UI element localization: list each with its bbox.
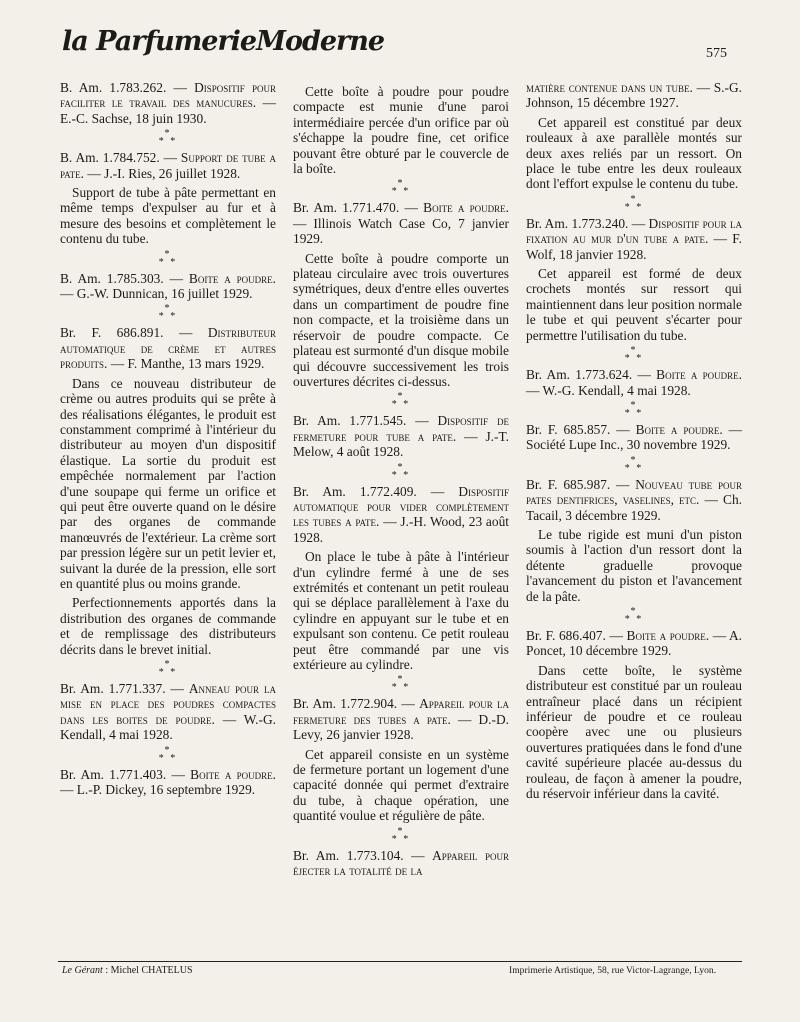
patent-entry	[60, 80, 276, 126]
patent-entry	[526, 367, 742, 398]
patent-number: Br. F. 686.407. —	[526, 627, 627, 643]
patent-description: On place le tube à pâte à l'intérieur d'un cylindre fermé à une de ses extrémités et contenant un petit rouleau qui se déplace parallèlement à l'axe du cylindre en appuyant sur le tube et en expulsant son contenu. Ce petit rouleau peut être commandé par une vis extérieure au cylindre.	[293, 549, 509, 672]
asterism-separator	[60, 248, 276, 268]
patent-entry	[293, 413, 509, 459]
patent-title: Dispositif automatique pour vider complètement les tubes a pate.	[293, 483, 509, 530]
patent-title: Dispositif pour faciliter le travail des manucures.	[60, 80, 276, 111]
asterism-bottom: * *	[624, 462, 644, 474]
patent-entry	[526, 216, 742, 262]
patent-number: B. Am. 1.785.303. —	[60, 270, 189, 286]
asterism-separator	[293, 180, 509, 196]
patent-title: matière contenue dans un tube.	[526, 80, 693, 95]
asterism-top: *	[397, 178, 405, 190]
asterism-separator	[526, 399, 742, 419]
patent-holder-date: — A. Poncet, 10 décembre 1929.	[526, 627, 742, 659]
patent-title: Nouveau tube pour pates dentifrices, vaselines, etc.	[526, 476, 742, 508]
patent-title: Support de tube a pate.	[60, 150, 276, 181]
asterism-bottom: * *	[158, 752, 178, 764]
patent-number: Br. Am. 1.773.624. —	[526, 367, 657, 383]
asterism-separator	[60, 305, 276, 321]
asterism-separator	[293, 393, 509, 409]
asterism-top: *	[397, 825, 405, 837]
patent-entry	[293, 696, 509, 742]
patent-holder-date: — W.-G. Kendall, 4 mai 1928.	[526, 382, 691, 398]
patent-title: Boite a poudre.	[626, 627, 710, 643]
patent-holder-date: — W.-G. Kendall, 4 mai 1928.	[60, 711, 276, 743]
asterism-separator	[526, 605, 742, 625]
patent-holder-date: — D.-D. Levy, 26 janvier 1928.	[293, 711, 509, 743]
column-2	[293, 80, 509, 960]
patent-number: Br. F. 686.891. —	[60, 325, 208, 341]
asterism-top: *	[630, 193, 638, 205]
patent-holder-date: — Illinois Watch Case Co, 7 janvier 1929.	[293, 215, 509, 247]
patent-title: Appareil pour éjecter la totalité de la	[293, 847, 509, 879]
footer-manager	[62, 965, 193, 976]
patent-holder-date: — J.-H. Wood, 23 août 1928.	[293, 514, 509, 545]
asterism-bottom: * *	[158, 256, 178, 268]
footer-divider	[58, 961, 742, 962]
asterism-separator	[293, 825, 509, 845]
asterism-bottom: * *	[391, 186, 411, 198]
patent-title: Anneau pour la mise en place des poudres compactes dans les boites de poudre.	[60, 681, 276, 727]
asterism-separator	[60, 661, 276, 677]
asterism-top: *	[630, 454, 638, 466]
patent-holder-date: — F. Manthe, 13 mars 1929.	[107, 356, 265, 372]
patent-number: B. Am. 1.784.752. —	[60, 150, 181, 166]
asterism-top: *	[630, 605, 638, 617]
asterism-top: *	[164, 744, 172, 756]
patent-entry	[526, 80, 742, 111]
patent-number: Br. Am. 1.771.470. —	[293, 200, 424, 216]
patent-number: Br. Am. 1.773.104. —	[293, 847, 433, 863]
patent-number: Br. Am. 1.771.403. —	[60, 766, 191, 782]
patent-holder-date: — Société Lupe Inc., 30 novembre 1929.	[526, 421, 742, 453]
patent-entry	[60, 150, 276, 181]
patent-number: Br. F. 685.857. —	[526, 421, 636, 437]
asterism-separator	[60, 130, 276, 146]
patent-number: Br. Am. 1.771.545. —	[293, 413, 438, 429]
patent-title: Boite a poudre.	[188, 270, 276, 286]
patent-holder-date: — Ch. Tacail, 3 décembre 1929.	[526, 492, 742, 523]
patent-entry	[293, 200, 509, 246]
patent-description: Cet appareil consiste en un système de fermeture portant un logement d'une capacité donnée qui permet d'extraire du tube, à chaque opération, une quantité voulue et régulière de pâte.	[293, 746, 509, 824]
patent-title: Distributeur automatique de crème et autres produits.	[60, 325, 276, 372]
patent-description: Cet appareil est constitué par deux rouleaux à axe parallèle montés sur deux axes reliés par un ressort. On place le tube entre les deux rouleaux dont l'effort expulse le contenu du tube.	[526, 114, 742, 192]
asterism-separator	[526, 347, 742, 363]
asterism-top: *	[164, 248, 172, 260]
masthead-logo: la ParfumerieModerne	[62, 26, 385, 57]
patent-title: Boite a poudre.	[423, 200, 509, 216]
asterism-bottom: * *	[391, 833, 411, 845]
column-3	[526, 80, 742, 960]
asterism-bottom: * *	[624, 201, 644, 213]
asterism-bottom: * *	[158, 311, 178, 323]
patent-holder-date: — S.-G. Johnson, 15 décembre 1927.	[526, 80, 743, 111]
patent-entry	[60, 325, 276, 371]
footer-manager-name: : Michel CHATELUS	[102, 965, 193, 976]
asterism-bottom: * *	[624, 613, 644, 625]
patent-entry	[60, 271, 276, 302]
asterism-separator	[60, 744, 276, 764]
patent-title: Boite a poudre.	[635, 421, 723, 437]
patent-title: Appareil pour la fermeture des tubes a pate.	[293, 696, 509, 727]
patent-title: Dispositif pour la fixation au mur d'un tube a pate.	[526, 215, 742, 247]
patent-holder-date: — J.-T. Melow, 4 août 1928.	[293, 428, 509, 460]
patent-entry	[526, 477, 742, 523]
patent-holder-date: — L.-P. Dickey, 16 septembre 1929.	[60, 782, 256, 798]
patent-number: Br. F. 685.987. —	[526, 476, 636, 492]
patent-number: Br. Am. 1.771.337. —	[60, 681, 189, 696]
asterism-separator	[526, 454, 742, 474]
patent-holder-date: — G.-W. Dunnican, 16 juillet 1929.	[60, 286, 253, 302]
column-1	[60, 80, 276, 960]
asterism-top: *	[397, 461, 405, 473]
patent-description: Dans cette boîte, le système distributeur est constitué par un rouleau entraîneur placé dans un récipient inférieur de poudre et ce rouleau coopère avec une ou plusieurs ouvertures pratiquées dans le fond d'une cavité supérieure placée au-dessus du rouleau, de façon à amener la poudre, du réservoir inférieur dans la cavité.	[526, 662, 742, 802]
patent-holder-date: — J.-I. Ries, 26 juillet 1928.	[84, 165, 241, 181]
patent-holder-date: — E.-C. Sachse, 18 juin 1930.	[60, 95, 276, 126]
patent-number: Br. Am. 1.772.409. —	[293, 483, 459, 499]
patent-description: Le tube rigide est muni d'un piston soumis à l'action d'un ressort dont la détente graduelle provoque l'avancement du piston et l'avancement de la pâte.	[526, 526, 742, 604]
asterism-bottom: * *	[158, 136, 178, 148]
patent-title: Dispositif de fermeture pour tube a pate.	[293, 413, 509, 444]
asterism-bottom: * *	[391, 399, 411, 411]
patent-title: Boite a poudre.	[656, 367, 742, 383]
asterism-top: *	[164, 659, 172, 670]
patent-number: B. Am. 1.783.262. —	[60, 80, 195, 95]
asterism-top: *	[164, 303, 172, 315]
asterism-bottom: * *	[391, 469, 411, 481]
asterism-bottom: * *	[624, 353, 644, 365]
asterism-top: *	[630, 399, 638, 411]
asterism-bottom: * *	[158, 667, 178, 678]
patent-entry	[526, 422, 742, 453]
patent-description: Cette boîte à poudre pour poudre compacte est munie d'une paroi intermédiaire percée d'un orifice par où s'échappe la poudre fine, cet orifice pouvant être obturé par le couvercle de la boîte.	[293, 84, 509, 177]
asterism-bottom: * *	[624, 407, 644, 419]
patent-entry	[526, 628, 742, 659]
patent-entry	[293, 484, 509, 546]
asterism-separator	[293, 676, 509, 692]
asterism-top: *	[630, 345, 638, 357]
patent-number: Br. Am. 1.772.904. —	[293, 696, 420, 712]
asterism-top: *	[164, 128, 172, 140]
patent-description: Dans ce nouveau distributeur de crème ou autres produits qui se prête à des réalisations élégantes, le produit est constamment comprimé à l'intérieur du distributeur au moyen d'un dispositif élastique. La sortie du produit est empêchée normalement par l'action d'une soupape qui ferme un orifice et qui peut être ouverte quand on le désire par des organes de commande manœuvrés de l'extérieur. La crème sort par pression légère sur un petit levier et, suivant la durée de la pression, elle sort en quantité plus ou moins grande.	[60, 375, 276, 591]
patent-description: Cette boîte à poudre comporte un plateau circulaire avec trois ouvertures symétriques, deux d'entre elles ouvertes dans un compartiment de poudre fine non compacte, et la troisième dans un réservoir de poudre compacte. Ce plateau est surmonté d'un disque mobile qui découvre successivement les trois ouvertures décrites ci-dessus.	[293, 250, 509, 389]
asterism-top: *	[397, 674, 405, 686]
footer-printer: Imprimerie Artistique, 58, rue Victor-Lagrange, Lyon.	[509, 965, 717, 976]
patent-entry	[60, 767, 276, 798]
asterism-separator	[526, 193, 742, 213]
footer-manager-label: Le Gérant	[62, 965, 103, 976]
page-number: 575	[706, 46, 727, 61]
asterism-top: *	[397, 391, 405, 403]
patent-description: Support de tube à pâte permettant en même temps d'expulser au fur et à mesure des besoins et complètement le contenu du tube.	[60, 185, 276, 247]
patent-description: Perfectionnements apportés dans la distribution des organes de commande et de remplissage des distributeurs décrits dans le brevet initial.	[60, 595, 276, 657]
patent-title: Boite a poudre.	[190, 766, 276, 782]
patent-number: Br. Am. 1.773.240. —	[526, 215, 649, 231]
patent-entry	[293, 848, 509, 879]
asterism-bottom: * *	[391, 682, 411, 694]
patent-holder-date: — F. Wolf, 18 janvier 1928.	[526, 231, 742, 262]
asterism-separator	[293, 461, 509, 481]
patent-description: Cet appareil est formé de deux crochets montés sur ressort qui maintiennent dans leur position normale le tube et qui peuvent s'écarter pour permettre l'utilisation du tube.	[526, 266, 742, 343]
patent-entry	[60, 681, 276, 743]
article-columns	[60, 80, 742, 960]
